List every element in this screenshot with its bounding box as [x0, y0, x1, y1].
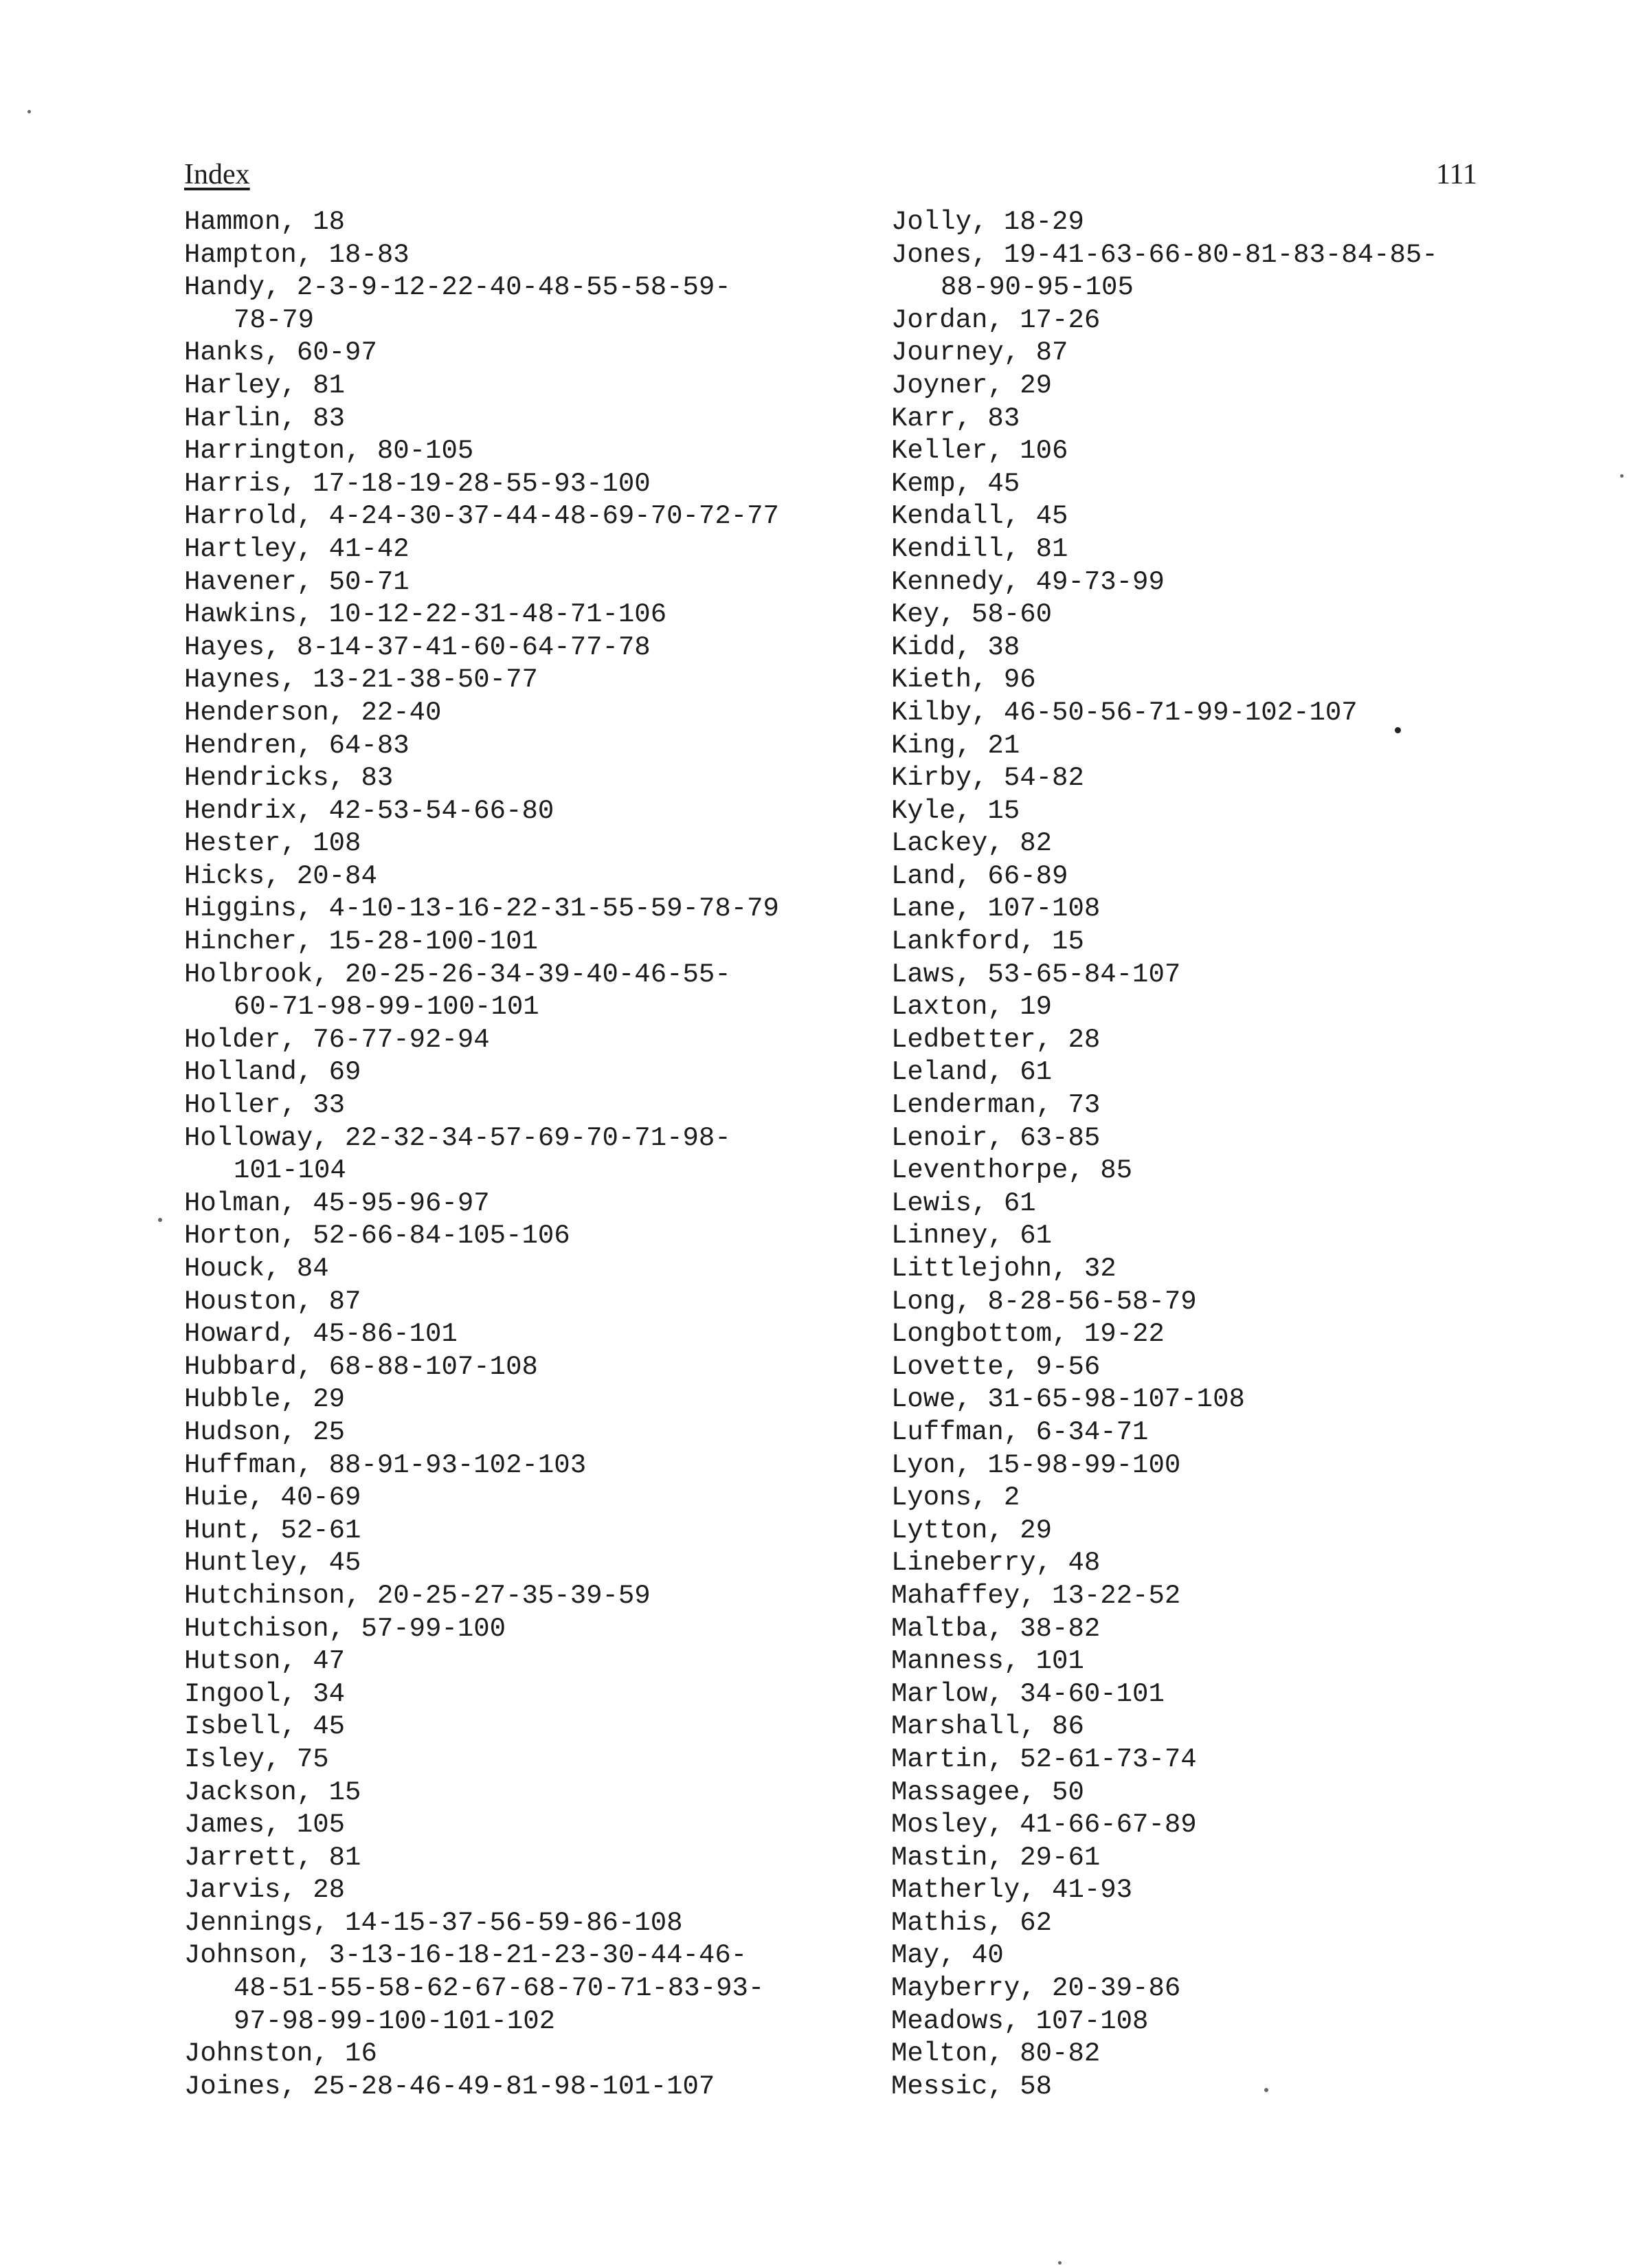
index-entry-text: Lankford, 15: [891, 926, 1084, 957]
index-entry: [184, 1874, 871, 1907]
index-entry: [891, 1318, 1578, 1351]
index-entry-text: Huffman, 88-91-93-102-103: [184, 1449, 587, 1480]
scan-speck: [1264, 2088, 1268, 2092]
index-entry: [184, 893, 871, 926]
index-entry: [891, 1939, 1578, 1972]
index-entry-text: Handy, 2-3-9-12-22-40-48-55-58-59-: [184, 272, 731, 303]
index-entry: [891, 435, 1578, 468]
index-entry-text: Linney, 61: [891, 1221, 1053, 1252]
index-entry-text: Lackey, 82: [891, 828, 1053, 859]
index-entry-text: Karr, 83: [891, 403, 1020, 434]
scan-speck: [158, 1218, 162, 1222]
index-entry: [891, 1383, 1578, 1416]
index-entry-text: Huntley, 45: [184, 1548, 361, 1579]
index-entry: [184, 239, 871, 272]
index-entry: [184, 1547, 871, 1580]
index-entry: [184, 1449, 871, 1482]
index-entry: [891, 1678, 1578, 1711]
index-entry: [891, 1777, 1578, 1810]
index-entry-text: Hubbard, 68-88-107-108: [184, 1351, 538, 1382]
index-entry-text: Hammon, 18: [184, 207, 346, 237]
index-entry: [891, 1842, 1578, 1875]
index-entry-continuation: 88-90-95-105: [941, 272, 1134, 303]
index-entry: [891, 1972, 1578, 2005]
index-entry: [891, 1089, 1578, 1122]
index-entry: [891, 926, 1578, 959]
index-entry: [184, 1220, 871, 1253]
index-entry: [891, 1645, 1578, 1678]
index-entry: [891, 1613, 1578, 1646]
index-entry: [184, 599, 871, 632]
index-entry: [891, 599, 1578, 632]
index-entry: [891, 1416, 1578, 1449]
index-entry-text: Laxton, 19: [891, 992, 1053, 1023]
index-entry: [184, 730, 871, 763]
index-entry-text: Higgins, 4-10-13-16-22-31-55-59-78-79: [184, 893, 779, 924]
index-entry: [891, 1515, 1578, 1548]
index-entry: [184, 959, 871, 1024]
index-entry: [184, 2071, 871, 2104]
index-entry-text: Holland, 69: [184, 1057, 361, 1088]
index-entry-text: Hubble, 29: [184, 1384, 346, 1415]
index-entry: [891, 1056, 1578, 1089]
index-entry-text: Kirby, 54-82: [891, 763, 1084, 794]
index-entry: [184, 860, 871, 893]
index-entry-text: Lewis, 61: [891, 1188, 1036, 1219]
index-entry: [184, 337, 871, 370]
index-entry-text: Howard, 45-86-101: [184, 1319, 458, 1350]
index-entry-text: Haynes, 13-21-38-50-77: [184, 665, 538, 696]
index-entry-text: Keller, 106: [891, 436, 1068, 467]
index-entry: [891, 1188, 1578, 1221]
index-entry-text: Hicks, 20-84: [184, 860, 377, 891]
index-entry: [891, 697, 1578, 730]
index-entry-text: Lytton, 29: [891, 1515, 1053, 1546]
index-entry-text: Havener, 50-71: [184, 566, 410, 597]
index-entry: [891, 632, 1578, 665]
index-entry-text: King, 21: [891, 730, 1020, 761]
index-entry: [184, 468, 871, 501]
index-entry: [891, 239, 1578, 304]
index-entry-text: Lenoir, 63-85: [891, 1122, 1101, 1153]
index-entry: [184, 1580, 871, 1613]
index-entry-text: Huie, 40-69: [184, 1482, 361, 1513]
index-entry: [184, 1482, 871, 1515]
index-entry: [891, 2071, 1578, 2104]
index-entry-text: Hampton, 18-83: [184, 239, 410, 270]
index-entry: [184, 435, 871, 468]
index-entry-text: Holbrook, 20-25-26-34-39-40-46-55-: [184, 959, 731, 990]
index-entry-text: Jarrett, 81: [184, 1842, 361, 1873]
index-entry: [891, 664, 1578, 697]
index-entry-text: Kieth, 96: [891, 665, 1036, 696]
index-entry-text: Henderson, 22-40: [184, 697, 442, 728]
index-entry: [184, 1711, 871, 1744]
index-entry: [184, 2038, 871, 2071]
index-entry: [184, 1318, 871, 1351]
index-entry-text: Lyon, 15-98-99-100: [891, 1449, 1181, 1480]
index-entry: [891, 337, 1578, 370]
index-entry-text: Meadows, 107-108: [891, 2005, 1149, 2036]
index-entry-text: Jordan, 17-26: [891, 304, 1101, 335]
scan-speck: [1395, 727, 1401, 733]
index-entry: [891, 468, 1578, 501]
index-entry-text: Hendricks, 83: [184, 763, 394, 794]
index-entry-text: Holloway, 22-32-34-57-69-70-71-98-: [184, 1122, 731, 1153]
index-entry-text: Marshall, 86: [891, 1711, 1084, 1742]
index-entry: [184, 206, 871, 239]
index-entry-continuation: 78-79: [234, 304, 315, 335]
index-entry: [891, 1351, 1578, 1384]
index-entry: [184, 664, 871, 697]
index-entry-text: Jackson, 15: [184, 1777, 361, 1808]
index-entry-text: Hudson, 25: [184, 1416, 346, 1447]
index-entry-text: Mahaffey, 13-22-52: [891, 1580, 1181, 1611]
index-entry: [891, 1580, 1578, 1613]
index-entry: [184, 1777, 871, 1810]
index-entry-text: Kennedy, 49-73-99: [891, 566, 1165, 597]
index-entry-text: Jarvis, 28: [184, 1875, 346, 1906]
index-entry: [891, 1024, 1578, 1057]
index-entry-text: Maltba, 38-82: [891, 1613, 1101, 1644]
index-entry-text: Kyle, 15: [891, 795, 1020, 826]
index-entry: [891, 893, 1578, 926]
index-entry: [184, 1842, 871, 1875]
index-entry: [184, 1939, 871, 2038]
index-entry-continuation: 60-71-98-99-100-101: [234, 992, 539, 1023]
index-entry-continuation: 48-51-55-58-62-67-68-70-71-83-93-: [234, 1973, 765, 2004]
index-entry-text: Harrington, 80-105: [184, 436, 474, 467]
index-entry-text: Houston, 87: [184, 1286, 361, 1317]
index-entry: [184, 1416, 871, 1449]
index-entry-text: Massagee, 50: [891, 1777, 1084, 1808]
index-entry-continuation: 101-104: [234, 1155, 346, 1186]
index-entry-text: Horton, 52-66-84-105-106: [184, 1221, 570, 1252]
index-entry-text: Marlow, 34-60-101: [891, 1678, 1165, 1709]
page-title: Index: [184, 159, 250, 190]
index-entry: [184, 1678, 871, 1711]
index-entry-text: Leland, 61: [891, 1057, 1053, 1088]
index-entry-text: Lowe, 31-65-98-107-108: [891, 1384, 1245, 1415]
index-entry-text: Ledbetter, 28: [891, 1024, 1101, 1055]
index-entry: [891, 1155, 1578, 1188]
index-entry-text: Laws, 53-65-84-107: [891, 959, 1181, 990]
index-entry-text: Hincher, 15-28-100-101: [184, 926, 538, 957]
index-entry: [184, 1613, 871, 1646]
index-entry-text: Houck, 84: [184, 1254, 329, 1284]
index-entry-text: Kemp, 45: [891, 468, 1020, 499]
index-entry-text: Harris, 17-18-19-28-55-93-100: [184, 468, 651, 499]
index-entry-text: James, 105: [184, 1810, 346, 1841]
index-entry-text: Leventhorpe, 85: [891, 1155, 1133, 1186]
index-column-right: [891, 206, 1578, 2103]
index-entry-text: May, 40: [891, 1940, 1004, 1971]
index-entry: [891, 1482, 1578, 1515]
index-entry-text: Hendrix, 42-53-54-66-80: [184, 795, 554, 826]
index-entry-text: Hunt, 52-61: [184, 1515, 361, 1546]
index-entry: [184, 762, 871, 795]
index-entry-text: Messic, 58: [891, 2071, 1053, 2102]
index-entry: [891, 370, 1578, 403]
index-entry: [184, 1024, 871, 1057]
page-number: 111: [1436, 159, 1477, 190]
index-entry: [184, 827, 871, 860]
index-entry-text: Jolly, 18-29: [891, 207, 1084, 237]
index-entry: [891, 304, 1578, 337]
index-entry-text: Hutchison, 57-99-100: [184, 1613, 506, 1644]
index-entry: [891, 1907, 1578, 1940]
index-entry-text: Matherly, 41-93: [891, 1875, 1133, 1906]
index-entry-text: Land, 66-89: [891, 860, 1068, 891]
index-entry-text: Hutchinson, 20-25-27-35-39-59: [184, 1580, 651, 1611]
index-entry-text: Mathis, 62: [891, 1907, 1053, 1938]
index-entry: [184, 403, 871, 436]
index-entry-text: Kendill, 81: [891, 533, 1068, 564]
index-entry-text: Ingool, 34: [184, 1678, 346, 1709]
index-entry: [891, 827, 1578, 860]
index-entry-text: Lineberry, 48: [891, 1548, 1101, 1579]
index-entry-text: Hester, 108: [184, 828, 361, 859]
index-entry-text: Martin, 52-61-73-74: [891, 1744, 1197, 1775]
index-entry: [891, 1874, 1578, 1907]
index-entry: [184, 1056, 871, 1089]
index-entry-text: Kilby, 46-50-56-71-99-102-107: [891, 697, 1358, 728]
index-entry-continuation: 97-98-99-100-101-102: [234, 2005, 556, 2036]
index-entry: [891, 1449, 1578, 1482]
index-entry: [891, 795, 1578, 828]
index-entry: [891, 959, 1578, 992]
index-entry-text: Harley, 81: [184, 370, 346, 401]
index-entry: [891, 1547, 1578, 1580]
index-entry: [184, 1286, 871, 1319]
index-entry-text: Joyner, 29: [891, 370, 1053, 401]
index-entry: [891, 403, 1578, 436]
index-entry: [891, 1711, 1578, 1744]
index-entry: [891, 1286, 1578, 1319]
index-entry-text: Lenderman, 73: [891, 1090, 1101, 1121]
index-entry-text: Holler, 33: [184, 1090, 346, 1121]
index-entry-text: Lyons, 2: [891, 1482, 1020, 1513]
index-entry-text: Lovette, 9-56: [891, 1351, 1101, 1382]
index-entry: [184, 533, 871, 566]
index-entry: [184, 1122, 871, 1188]
index-entry: [184, 1907, 871, 1940]
index-entry-text: Johnston, 16: [184, 2038, 377, 2069]
index-entry-text: Hayes, 8-14-37-41-60-64-77-78: [184, 632, 651, 663]
index-entry: [891, 860, 1578, 893]
index-entry-text: Joines, 25-28-46-49-81-98-101-107: [184, 2071, 715, 2102]
index-entry: [184, 1351, 871, 1384]
index-entry-text: Johnson, 3-13-16-18-21-23-30-44-46-: [184, 1940, 748, 1971]
scan-speck: [1058, 2261, 1062, 2265]
index-entry-text: Hendren, 64-83: [184, 730, 410, 761]
scan-speck: [1620, 474, 1624, 478]
index-entry-text: Long, 8-28-56-58-79: [891, 1286, 1197, 1317]
index-entry: [184, 1744, 871, 1777]
index-entry-text: Kendall, 45: [891, 501, 1068, 532]
index-entry-text: Key, 58-60: [891, 599, 1053, 630]
index-entry-text: Mayberry, 20-39-86: [891, 1973, 1181, 2004]
index-entry: [184, 1515, 871, 1548]
index-entry-text: Isbell, 45: [184, 1711, 346, 1742]
index-entry: [184, 1253, 871, 1286]
index-entry: [891, 1253, 1578, 1286]
index-entry-text: Hartley, 41-42: [184, 533, 410, 564]
index-entry-text: Longbottom, 19-22: [891, 1319, 1165, 1350]
index-entry: [891, 991, 1578, 1024]
index-entry-text: Harlin, 83: [184, 403, 346, 434]
index-entry-text: Harrold, 4-24-30-37-44-48-69-70-72-77: [184, 501, 779, 532]
index-entry-text: Melton, 80-82: [891, 2038, 1101, 2069]
index-entry: [184, 500, 871, 533]
index-entry-text: Lane, 107-108: [891, 893, 1101, 924]
index-entry-text: Mastin, 29-61: [891, 1842, 1101, 1873]
index-entry-text: Holman, 45-95-96-97: [184, 1188, 490, 1219]
index-column-left: [184, 206, 871, 2103]
scan-speck: [27, 110, 31, 113]
index-entry: [891, 2038, 1578, 2071]
index-entry-text: Isley, 75: [184, 1744, 329, 1775]
index-entry-text: Holder, 76-77-92-94: [184, 1024, 490, 1055]
index-entry: [891, 500, 1578, 533]
index-entry: [891, 1122, 1578, 1155]
index-entry: [891, 1220, 1578, 1253]
index-entry-text: Luffman, 6-34-71: [891, 1416, 1149, 1447]
index-entry: [184, 1809, 871, 1842]
index-entry: [184, 926, 871, 959]
index-entry: [891, 1744, 1578, 1777]
index-entry-text: Hanks, 60-97: [184, 337, 377, 368]
index-entry: [184, 1089, 871, 1122]
index-entry: [184, 1383, 871, 1416]
index-entry: [891, 2005, 1578, 2038]
index-entry: [891, 730, 1578, 763]
index-entry: [184, 1645, 871, 1678]
index-entry: [184, 697, 871, 730]
index-entry: [891, 206, 1578, 239]
index-entry-text: Manness, 101: [891, 1646, 1084, 1677]
index-entry: [184, 1188, 871, 1221]
index-entry: [891, 566, 1578, 599]
index-entry: [184, 795, 871, 828]
index-entry: [891, 533, 1578, 566]
index-entry: [184, 566, 871, 599]
index-entry-text: Mosley, 41-66-67-89: [891, 1810, 1197, 1841]
index-entry: [184, 370, 871, 403]
index-entry-text: Hawkins, 10-12-22-31-48-71-106: [184, 599, 667, 630]
index-entry: [891, 762, 1578, 795]
index-entry-text: Hutson, 47: [184, 1646, 346, 1677]
index-entry: [184, 271, 871, 337]
index-entry-text: Jones, 19-41-63-66-80-81-83-84-85-: [891, 239, 1438, 270]
index-entry-text: Kidd, 38: [891, 632, 1020, 663]
index-entry-text: Journey, 87: [891, 337, 1068, 368]
index-entry: [184, 632, 871, 665]
index-entry-text: Jennings, 14-15-37-56-59-86-108: [184, 1907, 683, 1938]
index-entry: [891, 1809, 1578, 1842]
index-entry-text: Littlejohn, 32: [891, 1254, 1117, 1284]
